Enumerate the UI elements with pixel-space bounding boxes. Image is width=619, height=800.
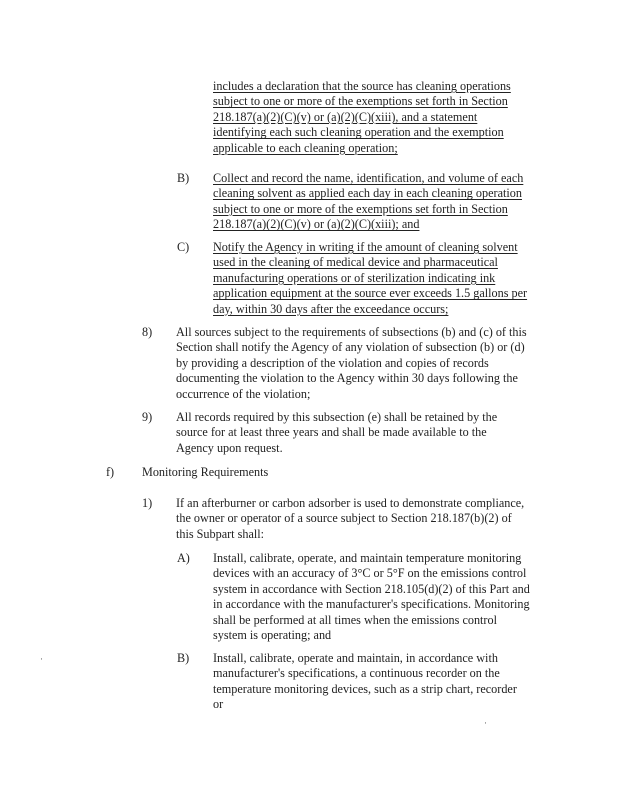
text-run: Install, calibrate, operate and maintain, in accordance with manufacturer's specifications, a continuous recorder on the temperature monitoring devices, such as a strip chart, recorder or xyxy=(213,651,517,712)
item-1b-paragraph xyxy=(213,651,529,713)
section-f-heading: Monitoring Requirements xyxy=(142,465,269,479)
item-1a-label: A) xyxy=(177,551,190,565)
scan-speck: · xyxy=(484,718,487,728)
item-1-label: 1) xyxy=(142,496,153,510)
item-8-label: 8) xyxy=(142,325,153,339)
underlined-run: Collect and record the name, identification, and volume of each cleaning solvent as applied each day in each cleaning operation subject to one or more of the exemptions set forth in Section 218.187(a)(2)(C)(v) or (a)(2)(C)(xiii); and xyxy=(213,171,524,232)
item-c-label: C) xyxy=(177,240,190,254)
continuation-paragraph xyxy=(213,79,529,156)
text-run: All sources subject to the requirements of subsections (b) and (c) of this Section shall notify the Agency of any violation of subsection (b) or (d) by providing a description of the violation and copies of records documenting the violation to the Agency within 30 days following the occurrence of the violation; xyxy=(176,325,527,401)
item-1b-label: B) xyxy=(177,651,190,665)
item-1-paragraph xyxy=(176,496,531,542)
underlined-run: includes a declaration that the source has cleaning operations subject to one or more of the exemptions set forth in Section 218.187(a)(2)(C)(v) or (a)(2)(C)(xiii), and a statement identifying each such cleaning operation and the exemption applicable to each cleaning operation; xyxy=(213,79,511,155)
item-b-paragraph xyxy=(213,171,529,233)
item-b-label: B) xyxy=(177,171,190,185)
text-run: Install, calibrate, operate, and maintain temperature monitoring devices with an accuracy of 3°C or 5°F on the emissions control system in accordance with Section 218.105(d)(2) of this Part and in accordance with the manufacturer's specifications. Monitoring shall be performed at all times when the emissions control system is operating; and xyxy=(213,551,530,643)
item-9-paragraph xyxy=(176,410,521,456)
text-run: If an afterburner or carbon adsorber is used to demonstrate compliance, the owner or operator of a source subject to Section 218.187(b)(2) of this Subpart shall: xyxy=(176,496,525,541)
scan-speck: · xyxy=(40,654,43,664)
item-c-paragraph xyxy=(213,240,529,317)
item-1a-paragraph xyxy=(213,551,533,643)
item-9-label: 9) xyxy=(142,410,153,424)
section-f-label: f) xyxy=(106,465,115,479)
underlined-run: Notify the Agency in writing if the amount of cleaning solvent used in the cleaning of medical device and pharmaceutical manufacturing operations or of sterilization indicating ink application equipment at the source ever exceeds 1.5 gallons per day, within 30 days after the exceedance occurs; xyxy=(213,240,528,316)
text-run: All records required by this subsection (e) shall be retained by the source for at least three years and shall be made available to the Agency upon request. xyxy=(176,410,498,455)
item-8-paragraph xyxy=(176,325,538,402)
